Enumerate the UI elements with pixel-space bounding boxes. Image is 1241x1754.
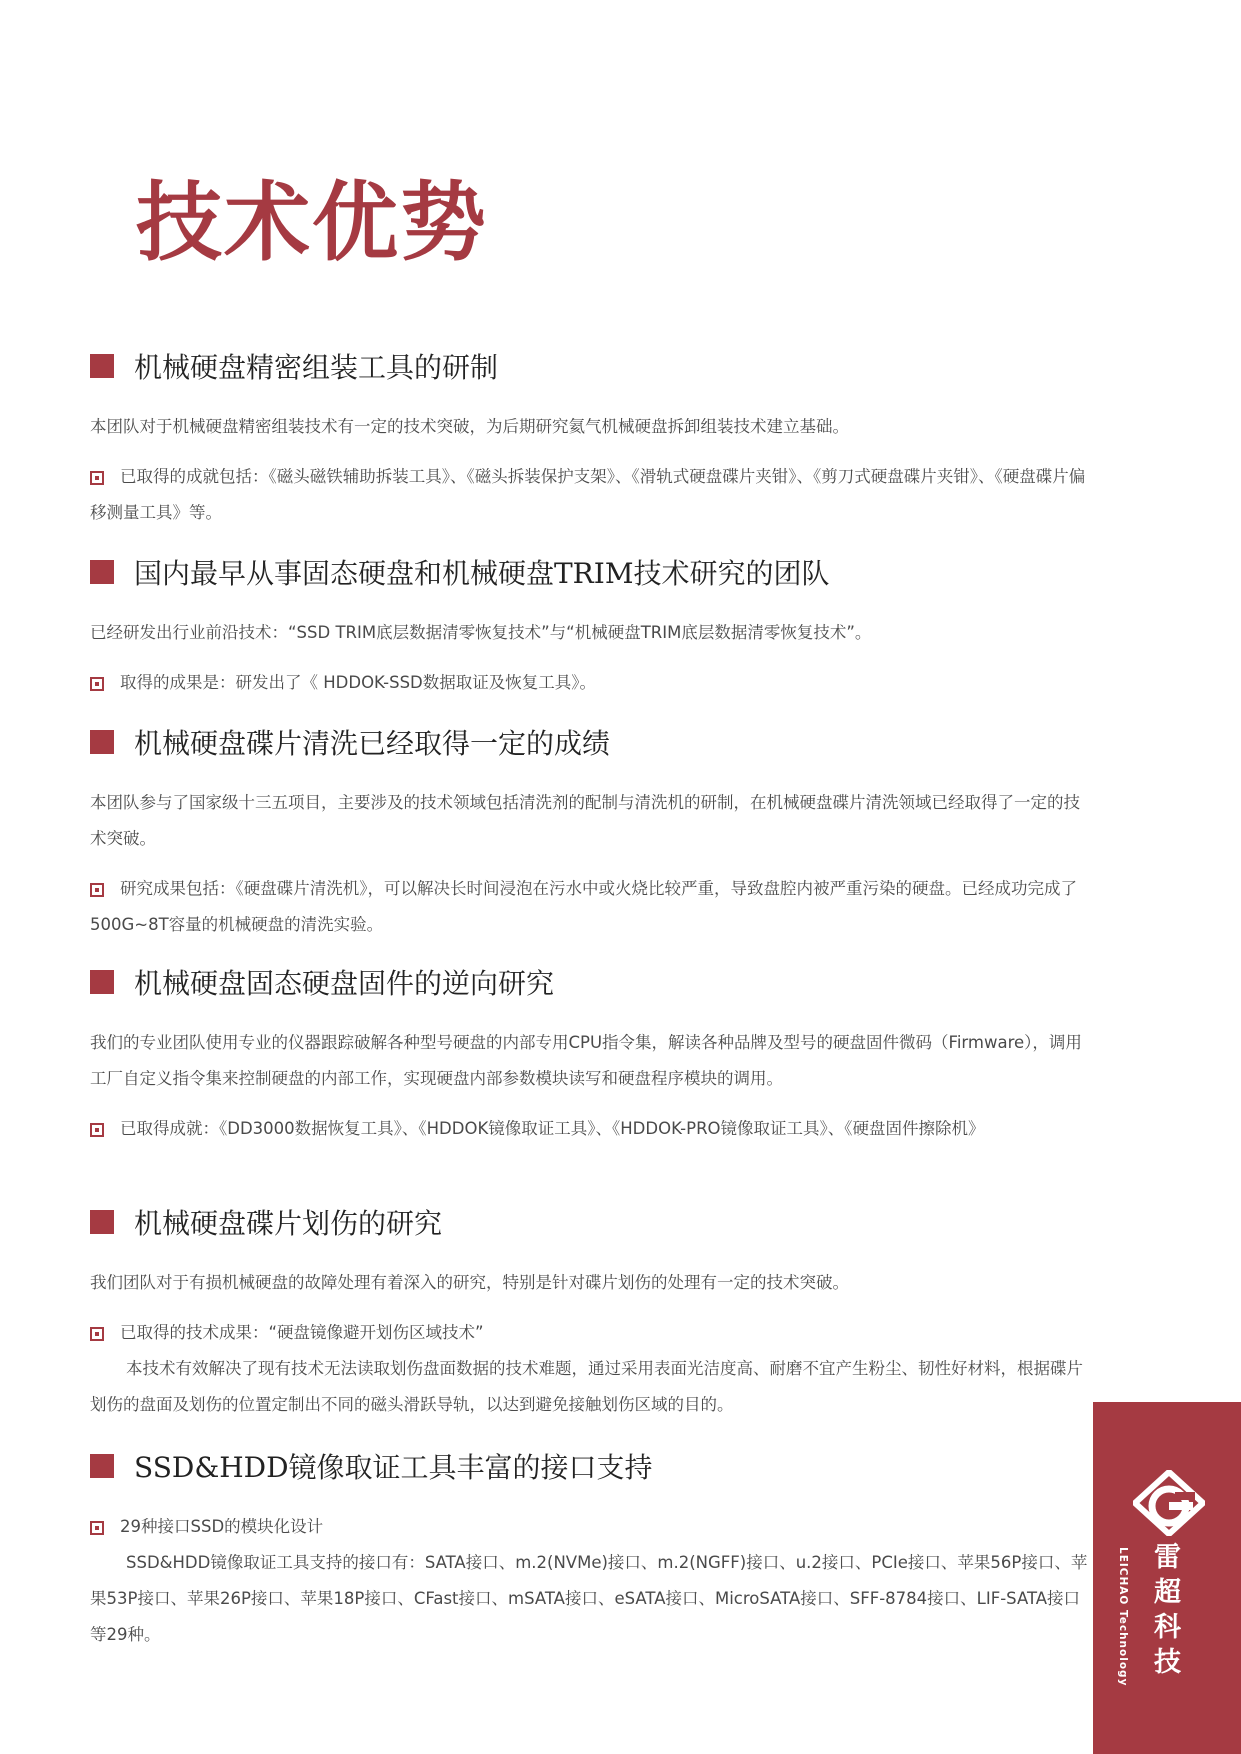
section-bullet xyxy=(90,1315,1090,1351)
section-heading-text: 机械硬盘固态硬盘固件的逆向研究 xyxy=(134,967,555,1000)
square-bullet-icon xyxy=(90,1327,104,1341)
brand-name: 雷超科技 xyxy=(1149,1542,1180,1682)
section-bullet xyxy=(90,871,1090,943)
heading-square-icon xyxy=(90,1454,114,1478)
heading-square-icon xyxy=(90,560,114,584)
section-detail: SSD&HDD镜像取证工具支持的接口有：SATA接口、m.2(NVMe)接口、m.2(NGFF)接口、u.2接口、PCIe接口、苹果56P接口、苹果53P接口、苹果26P接口、苹果18P接口、CFast接口、mSATA接口、eSATA接口、MicroSATA接口、SFF-8784接口、LIF-SATA接口等29种。 xyxy=(90,1553,1088,1644)
square-bullet-icon xyxy=(90,471,104,485)
section-detail: 本技术有效解决了现有技术无法读取划伤盘面数据的技术难题，通过采用表面光洁度高、耐磨不宜产生粉尘、韧性好材料，根据碟片划伤的盘面及划伤的位置定制出不同的磁头滑跃导轨，以达到避免接触划伤区域的目的。 xyxy=(90,1359,1083,1414)
section-heading-text: 机械硬盘碟片划伤的研究 xyxy=(134,1207,443,1240)
section-paragraph: 我们的专业团队使用专业的仪器跟踪破解各种型号硬盘的内部专用CPU指令集，解读各种品牌及型号的硬盘固件微码（Firmware），调用工厂自定义指令集来控制硬盘的内部工作，实现硬盘内部参数模块读写和硬盘程序模块的调用。 xyxy=(90,1033,1082,1088)
bullet-text: 已取得的成就包括：《磁头磁铁辅助拆装工具》、《磁头拆装保护支架》、《滑轨式硬盘碟片夹钳》、《剪刀式硬盘碟片夹钳》、《硬盘碟片偏移测量工具》等。 xyxy=(90,467,1086,522)
page-title: 技术优势 xyxy=(136,172,488,273)
section-bullet xyxy=(90,665,1090,701)
section-heading-text: 机械硬盘碟片清洗已经取得一定的成绩 xyxy=(134,727,611,760)
section-heading-text: SSD&HDD镜像取证工具丰富的接口支持 xyxy=(134,1451,653,1484)
section-heading xyxy=(90,962,554,1002)
bullet-text: 已取得成就：《DD3000数据恢复工具》、《HDDOK镜像取证工具》、《HDDOK-PRO镜像取证工具》、《硬盘固件擦除机》 xyxy=(120,1119,985,1138)
section-bullet xyxy=(90,1111,1090,1147)
bullet-text: 已取得的技术成果：“硬盘镜像避开划伤区域技术” xyxy=(120,1323,484,1342)
heading-square-icon xyxy=(90,354,114,378)
section-heading xyxy=(90,552,830,592)
brand-subtitle: LEICHAO Technology xyxy=(1117,1547,1129,1687)
square-bullet-icon xyxy=(90,677,104,691)
square-bullet-icon xyxy=(90,883,104,897)
section-paragraph: 本团队参与了国家级十三五项目，主要涉及的技术领域包括清洗剂的配制与清洗机的研制，在机械硬盘碟片清洗领域已经取得了一定的技术突破。 xyxy=(90,793,1080,848)
square-bullet-icon xyxy=(90,1123,104,1137)
section-paragraph: 本团队对于机械硬盘精密组装技术有一定的技术突破，为后期研究氦气机械硬盘拆卸组装技术建立基础。 xyxy=(90,417,849,436)
section-heading xyxy=(90,1202,442,1242)
brand-tab xyxy=(1093,1402,1241,1754)
bullet-text: 研究成果包括：《硬盘碟片清洗机》，可以解决长时间浸泡在污水中或火烧比较严重，导致盘腔内被严重污染的硬盘。已经成功完成了500G~8T容量的机械硬盘的清洗实验。 xyxy=(90,879,1077,934)
heading-square-icon xyxy=(90,970,114,994)
leichao-logo-icon xyxy=(1133,1470,1205,1536)
bullet-text: 取得的成果是：研发出了《 HDDOK-SSD数据取证及恢复工具》。 xyxy=(120,673,596,692)
section-paragraph: 我们团队对于有损机械硬盘的故障处理有着深入的研究，特别是针对碟片划伤的处理有一定的技术突破。 xyxy=(90,1273,849,1292)
section-bullet xyxy=(90,1509,1090,1545)
section-heading xyxy=(90,722,610,762)
section-heading xyxy=(90,1446,653,1486)
section-paragraph: 已经研发出行业前沿技术：“SSD TRIM底层数据清零恢复技术”与“机械硬盘TRIM底层数据清零恢复技术”。 xyxy=(90,623,872,642)
section-heading-text: 国内最早从事固态硬盘和机械硬盘TRIM技术研究的团队 xyxy=(134,557,830,590)
square-bullet-icon xyxy=(90,1521,104,1535)
bullet-text: 29种接口SSD的模块化设计 xyxy=(120,1517,324,1536)
heading-square-icon xyxy=(90,730,114,754)
section-heading xyxy=(90,346,498,386)
heading-square-icon xyxy=(90,1210,114,1234)
section-heading-text: 机械硬盘精密组装工具的研制 xyxy=(134,351,499,384)
section-bullet xyxy=(90,459,1090,531)
